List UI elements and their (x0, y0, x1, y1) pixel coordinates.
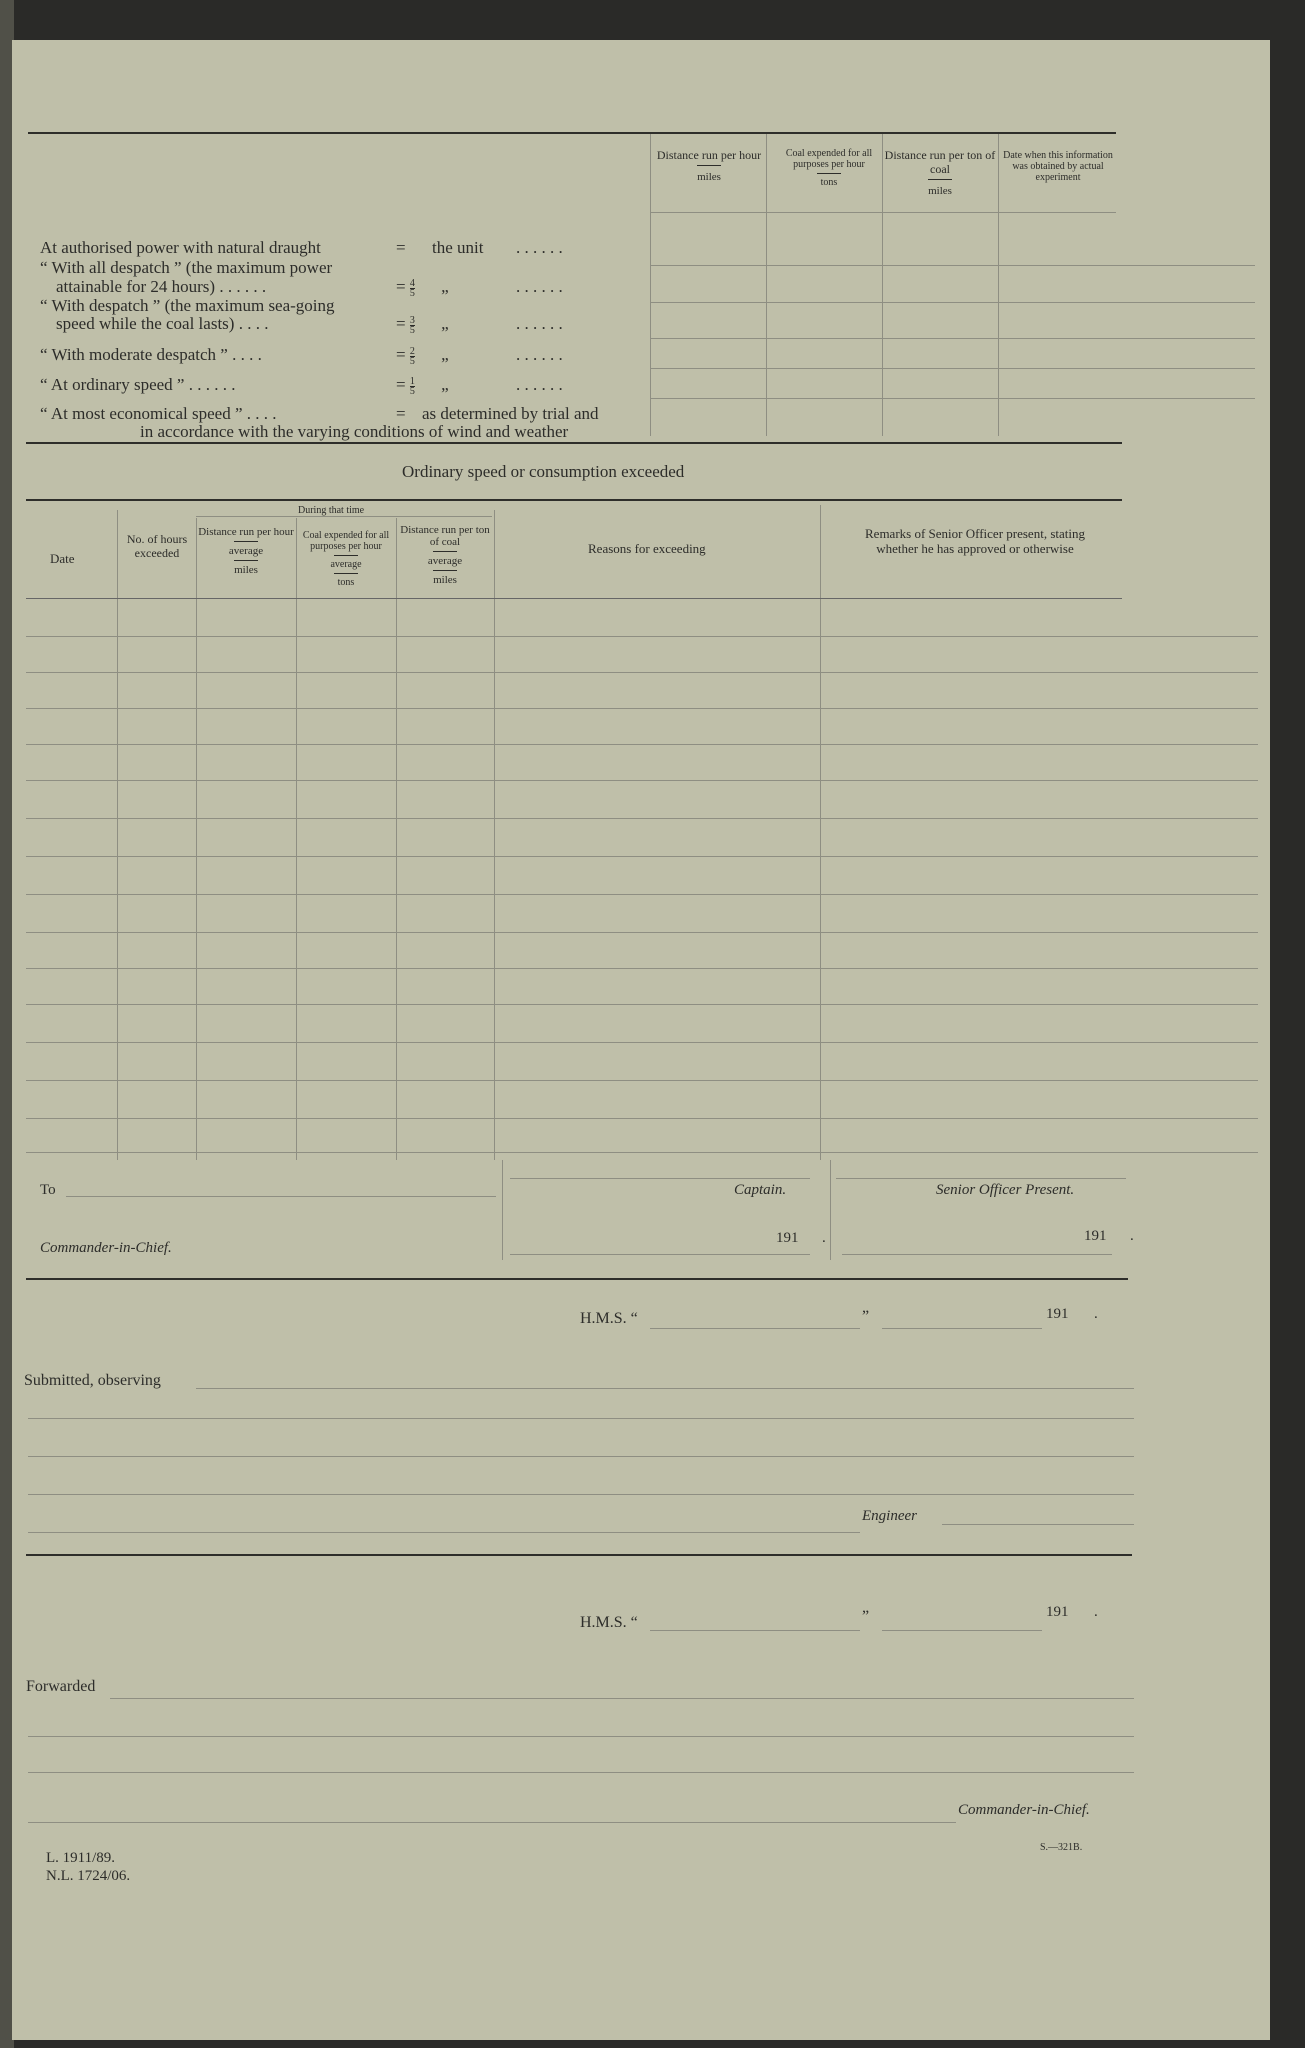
exceed-col-divider (820, 505, 821, 1160)
hms-2-prefix: H.M.S. “ (580, 1614, 638, 1631)
exceed-header-underline (26, 598, 1122, 599)
fraction (410, 316, 415, 335)
dash (334, 573, 358, 574)
unit-text: tons (820, 177, 838, 188)
row-dots: . . . . . . (516, 345, 563, 364)
top-row-line (651, 302, 1255, 303)
dash (234, 560, 258, 561)
exceed-row-line (26, 780, 1258, 781)
top-row-line (651, 265, 1255, 266)
exceed-row-line (26, 968, 1258, 969)
header-hours: No. of hours exceeded (126, 532, 188, 560)
submitted-line (28, 1418, 1134, 1419)
equals-sign: = (396, 277, 406, 296)
senior-officer-label: Senior Officer Present. (936, 1182, 1075, 1198)
row-label-unit: At authorised power with natural draught (40, 238, 321, 257)
top-col-divider (998, 134, 999, 436)
forwarded-label: Forwarded (26, 1678, 96, 1695)
senior-dot: . (1130, 1228, 1134, 1244)
exceed-row-line (26, 818, 1258, 819)
fraction (410, 279, 415, 298)
section-title: Ordinary speed or consumption exceeded (402, 462, 685, 481)
engineer-line (942, 1524, 1134, 1525)
row-label-all-despatch-2: attainable for 24 hours) . . . . . . (56, 277, 267, 296)
engineer-rule (26, 1554, 1132, 1556)
commander-in-chief-label: Commander-in-Chief. (958, 1802, 1090, 1818)
hms-1-close: ” (862, 1308, 870, 1325)
exceed-row-line (26, 636, 1258, 637)
exceed-row-line (26, 856, 1258, 857)
row-equals (396, 345, 449, 366)
denominator: 5 (409, 355, 415, 367)
exceed-row-line (26, 744, 1258, 745)
numerator: 1 (409, 375, 415, 387)
senior-date-line (842, 1254, 1112, 1255)
row-dots: . . . . . . (516, 277, 563, 296)
header-text: Distance run per ton of coal (400, 524, 490, 548)
hms-1-date-line (882, 1328, 1042, 1329)
denominator: 5 (409, 324, 415, 336)
top-col-header-4 (1002, 150, 1114, 183)
hms-1-ship-line (650, 1328, 860, 1329)
unit-text: tons (337, 577, 355, 588)
hms-2-year: 191 (1046, 1604, 1069, 1620)
to-line (66, 1196, 496, 1197)
row-label-ordinary: “ At ordinary speed ” . . . . . . (40, 375, 236, 394)
header-remarks: Remarks of Senior Officer present, stating whether he has approved or otherwise (865, 526, 1085, 556)
exceed-top-rule (26, 499, 1122, 501)
hms-2-close: ” (862, 1608, 870, 1625)
commander-label: Commander-in-Chief. (40, 1240, 172, 1256)
unit-text: miles (433, 574, 457, 586)
submitted-line (196, 1388, 1134, 1389)
top-row-line (651, 338, 1255, 339)
dash (817, 173, 841, 174)
hms-1-prefix: H.M.S. “ (580, 1310, 638, 1327)
dash (697, 165, 721, 166)
dash (433, 570, 457, 571)
row-dots: . . . . . . (516, 238, 563, 257)
exceed-col-divider (196, 518, 197, 1160)
row-label-economical: “ At most economical speed ” . . . . (40, 404, 277, 423)
forwarded-line (28, 1772, 1134, 1773)
ditto-mark: „ (441, 277, 449, 296)
numerator: 2 (409, 345, 415, 357)
row-label-moderate: “ With moderate despatch ” . . . . (40, 345, 262, 364)
exceed-row-line (26, 1080, 1258, 1081)
hms-2-dot: . (1094, 1604, 1098, 1620)
exceed-row-line (26, 932, 1258, 933)
top-row-line (651, 398, 1255, 399)
equals-sign: = (396, 375, 406, 394)
reference-2: N.L. 1724/06. (46, 1868, 131, 1884)
row-dots: . . . . . . (516, 375, 563, 394)
row-dots: . . . . . . (516, 314, 563, 333)
senior-line-top (836, 1178, 1126, 1179)
fraction (410, 377, 415, 396)
submitted-label: Submitted, observing (24, 1372, 161, 1389)
row-value: as determined by trial and (422, 404, 599, 423)
top-col-header-2 (774, 148, 884, 188)
header-text: Coal expended for all purposes per hour (302, 530, 390, 552)
row-label-all-despatch: “ With all despatch ” (the maximum power (40, 258, 333, 277)
row-equals (396, 375, 449, 396)
captain-year: 191 (776, 1230, 799, 1246)
exceed-row-line (26, 1118, 1258, 1119)
group-header-line (196, 516, 492, 517)
captain-dot: . (822, 1230, 826, 1246)
sub-text: average (330, 559, 362, 570)
exceed-row-line (26, 708, 1258, 709)
signature-rule (26, 1278, 1128, 1280)
exceed-row-line (26, 1152, 1258, 1153)
unit-text: miles (234, 564, 258, 576)
captain-label: Captain. (734, 1182, 787, 1198)
top-col-divider (766, 134, 767, 436)
engineer-label: Engineer (862, 1508, 917, 1524)
exceed-row-line (26, 894, 1258, 895)
group-header: During that time (298, 505, 365, 516)
header-text: Distance run per hour (198, 526, 294, 538)
exceed-col-divider (296, 518, 297, 1160)
hms-1-year: 191 (1046, 1306, 1069, 1322)
header-date: Date (50, 551, 75, 566)
row-equals: = (396, 404, 406, 423)
to-label: To (40, 1182, 56, 1198)
top-col-header-1 (654, 148, 764, 183)
sub-text: average (427, 555, 463, 567)
row-value: the unit (432, 238, 484, 257)
fraction (410, 347, 415, 366)
senior-year: 191 (1084, 1228, 1107, 1244)
commander-line (28, 1822, 956, 1823)
dash (928, 179, 952, 180)
ditto-mark: „ (441, 375, 449, 394)
header-text: Distance run per hour (656, 148, 762, 162)
row-equals (396, 314, 449, 335)
submitted-line (28, 1456, 1134, 1457)
section-rule (26, 442, 1122, 444)
row-label-despatch: “ With despatch ” (the maximum sea-going (40, 296, 335, 315)
top-rule (28, 132, 1116, 134)
row-equals (396, 277, 449, 298)
form-page (12, 40, 1270, 2040)
equals-sign: = (396, 345, 406, 364)
captain-line-top (510, 1178, 810, 1179)
top-col-divider (650, 134, 651, 436)
top-col-header-3 (884, 148, 996, 197)
form-code: S.—321B. (1040, 1842, 1083, 1853)
sub-text: average (228, 545, 264, 557)
row-label-despatch-2: speed while the coal lasts) . . . . (56, 314, 269, 333)
forwarded-line (110, 1698, 1134, 1699)
numerator: 3 (409, 314, 415, 326)
exceed-row-line (26, 672, 1258, 673)
header-reasons: Reasons for exceeding (588, 541, 706, 556)
dash (334, 555, 358, 556)
unit-text: miles (928, 185, 952, 197)
header-coal (298, 530, 394, 588)
ditto-mark: „ (441, 314, 449, 333)
header-distance-ton (398, 524, 492, 586)
reference-1: L. 1911/89. (46, 1850, 116, 1866)
header-distance (198, 526, 294, 576)
header-text: Coal expended for all purposes per hour (785, 148, 873, 170)
exceed-row-line (26, 1042, 1258, 1043)
exceed-col-divider (117, 510, 118, 1160)
unit-text: miles (697, 171, 721, 183)
hms-1-dot: . (1094, 1306, 1098, 1322)
ditto-mark: „ (441, 345, 449, 364)
header-text: Distance run per ton of coal (884, 148, 996, 176)
dash (234, 541, 258, 542)
signature-divider (830, 1160, 831, 1260)
denominator: 5 (409, 287, 415, 299)
captain-date-line (510, 1254, 810, 1255)
exceed-row-line (26, 1004, 1258, 1005)
header-text: Date when this information was obtained by actual experiment (1003, 150, 1113, 183)
denominator: 5 (409, 385, 415, 397)
forwarded-line (28, 1736, 1134, 1737)
dash (433, 551, 457, 552)
submitted-line (28, 1494, 1134, 1495)
row-equals: = (396, 238, 406, 257)
equals-sign: = (396, 314, 406, 333)
hms-2-ship-line (650, 1630, 860, 1631)
row-label-economical-2: in accordance with the varying conditions of wind and weather (140, 422, 569, 441)
signature-divider (502, 1160, 503, 1260)
engineer-line-left (28, 1532, 860, 1533)
numerator: 4 (409, 277, 415, 289)
exceed-col-divider (396, 518, 397, 1160)
top-header-underline (651, 212, 1116, 213)
top-row-line (651, 368, 1255, 369)
exceed-col-divider (494, 510, 495, 1160)
hms-2-date-line (882, 1630, 1042, 1631)
